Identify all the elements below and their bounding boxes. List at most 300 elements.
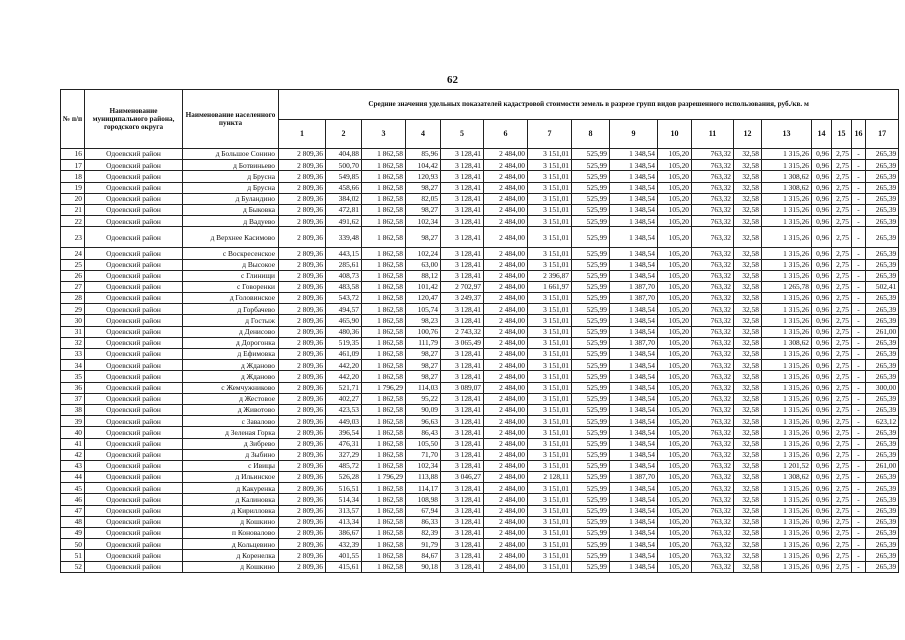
table-row [61, 561, 899, 572]
value-cell: 105,20 [658, 483, 692, 494]
value-cell: 265,39 [866, 427, 899, 438]
value-cell: 261,00 [866, 460, 899, 471]
settlement-cell: д Денисово [183, 326, 279, 337]
value-cell: 1 862,58 [362, 293, 406, 304]
value-cell: 0,96 [812, 160, 832, 171]
value-cell: 1 201,52 [762, 460, 812, 471]
row-number-cell: 52 [61, 561, 85, 572]
row-number-cell: 46 [61, 494, 85, 505]
value-cell: 2 809,36 [279, 539, 326, 550]
value-cell: 2 809,36 [279, 416, 326, 427]
value-cell: - [852, 293, 866, 304]
value-cell: 1 862,58 [362, 393, 406, 404]
value-cell: 458,66 [326, 182, 362, 193]
value-cell: 1 348,54 [610, 326, 658, 337]
value-cell: 0,96 [812, 259, 832, 270]
settlement-cell: д Кирилловка [183, 505, 279, 516]
value-cell: 2 484,00 [484, 204, 528, 215]
value-cell: 105,20 [658, 248, 692, 259]
value-cell: 465,90 [326, 315, 362, 326]
district-cell: Одоевский район [85, 248, 183, 259]
value-cell: 461,09 [326, 349, 362, 360]
row-number-cell: 45 [61, 483, 85, 494]
value-cell: 3 151,01 [528, 505, 572, 516]
value-cell: 105,20 [658, 393, 692, 404]
value-cell: 339,48 [326, 227, 362, 248]
value-cell: 105,20 [658, 216, 692, 227]
value-cell: 105,20 [658, 494, 692, 505]
value-cell: 3 151,01 [528, 382, 572, 393]
value-cell: 1 315,26 [762, 204, 812, 215]
value-cell: 2,75 [832, 270, 852, 281]
value-cell: 2 484,00 [484, 550, 528, 561]
row-number-cell: 22 [61, 216, 85, 227]
table-row [61, 404, 899, 415]
value-cell: - [852, 427, 866, 438]
value-cell: 2,75 [832, 326, 852, 337]
value-cell: - [852, 182, 866, 193]
value-cell: 105,20 [658, 182, 692, 193]
settlement-cell: п Коновалово [183, 528, 279, 539]
value-cell: 525,99 [572, 193, 610, 204]
value-cell: 1 265,78 [762, 281, 812, 292]
table-row [61, 438, 899, 449]
value-cell: 442,20 [326, 360, 362, 371]
value-cell: - [852, 326, 866, 337]
value-cell: 265,39 [866, 160, 899, 171]
value-cell: 32,58 [734, 382, 762, 393]
value-cell: 525,99 [572, 326, 610, 337]
district-cell: Одоевский район [85, 270, 183, 281]
column-number-header: 5 [441, 120, 484, 149]
value-cell: 0,96 [812, 371, 832, 382]
value-cell: 402,27 [326, 393, 362, 404]
settlement-cell: с Завалово [183, 416, 279, 427]
value-cell: - [852, 315, 866, 326]
value-cell: 1 348,54 [610, 550, 658, 561]
value-cell: 2,75 [832, 360, 852, 371]
district-cell: Одоевский район [85, 337, 183, 348]
value-cell: 525,99 [572, 360, 610, 371]
value-cell: 763,32 [692, 393, 734, 404]
settlement-cell: д Ильинское [183, 472, 279, 483]
value-cell: 32,58 [734, 393, 762, 404]
value-cell: 0,96 [812, 404, 832, 415]
value-cell: 2 484,00 [484, 449, 528, 460]
value-cell: 1 315,26 [762, 326, 812, 337]
district-cell: Одоевский район [85, 382, 183, 393]
value-cell: 763,32 [692, 550, 734, 561]
value-cell: - [852, 550, 866, 561]
value-cell: 1 315,26 [762, 494, 812, 505]
value-cell: 105,20 [658, 561, 692, 572]
value-cell: 2 484,00 [484, 160, 528, 171]
value-cell: 98,27 [406, 371, 441, 382]
value-cell: 0,96 [812, 193, 832, 204]
value-cell: 1 862,58 [362, 460, 406, 471]
value-cell: 0,96 [812, 494, 832, 505]
value-cell: 1 315,26 [762, 382, 812, 393]
value-cell: 384,02 [326, 193, 362, 204]
value-cell: 111,79 [406, 337, 441, 348]
value-cell: 763,32 [692, 449, 734, 460]
value-cell: 1 315,26 [762, 550, 812, 561]
value-cell: 2,75 [832, 505, 852, 516]
value-cell: 3 151,01 [528, 550, 572, 561]
value-cell: 265,39 [866, 449, 899, 460]
district-cell: Одоевский район [85, 416, 183, 427]
value-cell: - [852, 539, 866, 550]
value-cell: 2,75 [832, 293, 852, 304]
value-cell: 2,75 [832, 193, 852, 204]
value-cell: 1 315,26 [762, 483, 812, 494]
value-cell: 3 128,41 [441, 270, 484, 281]
value-cell: 763,32 [692, 315, 734, 326]
settlement-cell: д Жданово [183, 360, 279, 371]
value-cell: 32,58 [734, 248, 762, 259]
value-cell: 3 128,41 [441, 216, 484, 227]
value-cell: 1 862,58 [362, 281, 406, 292]
value-cell: 0,96 [812, 393, 832, 404]
column-number-header: 1 [279, 120, 326, 149]
value-cell: 2 484,00 [484, 193, 528, 204]
value-cell: 2,75 [832, 416, 852, 427]
value-cell: 0,96 [812, 349, 832, 360]
value-cell: 1 348,54 [610, 516, 658, 527]
value-cell: 2 484,00 [484, 539, 528, 550]
value-cell: 105,20 [658, 427, 692, 438]
value-cell: 0,96 [812, 539, 832, 550]
value-cell: 2,75 [832, 315, 852, 326]
value-cell: 265,39 [866, 349, 899, 360]
value-cell: 1 348,54 [610, 304, 658, 315]
value-cell: 3 128,41 [441, 561, 484, 572]
value-cell: 3 151,01 [528, 438, 572, 449]
value-cell: 105,20 [658, 528, 692, 539]
table-row [61, 416, 899, 427]
value-cell: 1 348,54 [610, 315, 658, 326]
value-cell: 0,96 [812, 416, 832, 427]
value-cell: - [852, 449, 866, 460]
value-cell: 2 809,36 [279, 248, 326, 259]
value-cell: 2,75 [832, 182, 852, 193]
value-cell: 3 128,41 [441, 371, 484, 382]
value-cell: 1 315,26 [762, 393, 812, 404]
value-cell: 265,39 [866, 483, 899, 494]
value-cell: 525,99 [572, 516, 610, 527]
value-cell: 525,99 [572, 304, 610, 315]
table-row [61, 304, 899, 315]
value-cell: 3 151,01 [528, 516, 572, 527]
value-cell: 763,32 [692, 460, 734, 471]
value-cell: 623,12 [866, 416, 899, 427]
value-cell: 3 151,01 [528, 259, 572, 270]
value-cell: 32,58 [734, 204, 762, 215]
value-cell: 1 862,58 [362, 539, 406, 550]
table-row [61, 550, 899, 561]
value-cell: 1 348,54 [610, 505, 658, 516]
settlement-cell: с Воскресенское [183, 248, 279, 259]
value-cell: 105,20 [658, 304, 692, 315]
value-cell: 265,39 [866, 404, 899, 415]
value-cell: 2 809,36 [279, 216, 326, 227]
row-number-cell: 18 [61, 171, 85, 182]
value-cell: 483,58 [326, 281, 362, 292]
value-cell: 2 809,36 [279, 315, 326, 326]
value-cell: 2 809,36 [279, 204, 326, 215]
value-cell: 98,27 [406, 182, 441, 193]
value-cell: 3 151,01 [528, 449, 572, 460]
value-cell: 0,96 [812, 315, 832, 326]
value-cell: 0,96 [812, 182, 832, 193]
district-cell: Одоевский район [85, 427, 183, 438]
row-number-cell: 34 [61, 360, 85, 371]
value-cell: 2 484,00 [484, 404, 528, 415]
table-header [61, 90, 899, 149]
value-cell: 2,75 [832, 561, 852, 572]
value-cell: - [852, 528, 866, 539]
table-row [61, 326, 899, 337]
value-cell: 265,39 [866, 149, 899, 160]
value-cell: 3 128,41 [441, 259, 484, 270]
value-cell: - [852, 494, 866, 505]
settlement-cell: д Высокое [183, 259, 279, 270]
value-cell: 2,75 [832, 160, 852, 171]
value-cell: 3 151,01 [528, 528, 572, 539]
value-cell: 85,96 [406, 149, 441, 160]
value-cell: 98,27 [406, 360, 441, 371]
value-cell: - [852, 193, 866, 204]
value-cell: 1 315,26 [762, 315, 812, 326]
value-cell: 105,20 [658, 160, 692, 171]
value-cell: 1 308,62 [762, 182, 812, 193]
value-cell: 408,73 [326, 270, 362, 281]
value-cell: 2 809,36 [279, 427, 326, 438]
value-cell: 2,75 [832, 393, 852, 404]
value-cell: 1 862,58 [362, 360, 406, 371]
settlement-cell: д Вадуево [183, 216, 279, 227]
value-cell: - [852, 227, 866, 248]
value-cell: 2,75 [832, 259, 852, 270]
value-cell: 2 809,36 [279, 281, 326, 292]
value-cell: 2 809,36 [279, 149, 326, 160]
district-cell: Одоевский район [85, 472, 183, 483]
value-cell: 525,99 [572, 149, 610, 160]
value-cell: 0,96 [812, 337, 832, 348]
value-cell: 2,75 [832, 494, 852, 505]
value-cell: 1 315,26 [762, 349, 812, 360]
value-cell: 2,75 [832, 528, 852, 539]
value-cell: 763,32 [692, 281, 734, 292]
page-number: 62 [447, 74, 458, 86]
value-cell: 2 809,36 [279, 472, 326, 483]
value-cell: 32,58 [734, 149, 762, 160]
value-cell: 525,99 [572, 216, 610, 227]
value-cell: 2 484,00 [484, 326, 528, 337]
value-cell: 525,99 [572, 460, 610, 471]
value-cell: 1 315,26 [762, 404, 812, 415]
district-cell: Одоевский район [85, 182, 183, 193]
value-cell: 3 128,41 [441, 349, 484, 360]
value-cell: 525,99 [572, 281, 610, 292]
value-cell: 32,58 [734, 528, 762, 539]
value-cell: 2 484,00 [484, 416, 528, 427]
value-cell: 82,39 [406, 528, 441, 539]
value-cell: 67,94 [406, 505, 441, 516]
district-cell: Одоевский район [85, 404, 183, 415]
value-cell: 763,32 [692, 539, 734, 550]
row-number-cell: 47 [61, 505, 85, 516]
district-cell: Одоевский район [85, 561, 183, 572]
value-cell: 763,32 [692, 472, 734, 483]
table-row [61, 182, 899, 193]
value-cell: 91,79 [406, 539, 441, 550]
value-cell: 763,32 [692, 270, 734, 281]
value-cell: 327,29 [326, 449, 362, 460]
row-number-cell: 32 [61, 337, 85, 348]
value-cell: 763,32 [692, 326, 734, 337]
value-cell: 105,74 [406, 304, 441, 315]
value-cell: 3 249,37 [441, 293, 484, 304]
value-cell: 1 348,54 [610, 494, 658, 505]
value-cell: 1 315,26 [762, 304, 812, 315]
value-cell: 2 484,00 [484, 505, 528, 516]
header-district: Наименование муниципального района, городского округа [85, 90, 183, 149]
value-cell: 3 128,41 [441, 438, 484, 449]
value-cell: 265,39 [866, 561, 899, 572]
value-cell: 3 151,01 [528, 160, 572, 171]
value-cell: 525,99 [572, 561, 610, 572]
value-cell: 32,58 [734, 449, 762, 460]
value-cell: 32,58 [734, 483, 762, 494]
value-cell: 105,20 [658, 438, 692, 449]
value-cell: 32,58 [734, 539, 762, 550]
value-cell: 413,34 [326, 516, 362, 527]
row-number-cell: 30 [61, 315, 85, 326]
value-cell: 265,39 [866, 227, 899, 248]
value-cell: 1 315,26 [762, 149, 812, 160]
table-row [61, 193, 899, 204]
district-cell: Одоевский район [85, 449, 183, 460]
value-cell: 2,75 [832, 472, 852, 483]
value-cell: 1 348,54 [610, 204, 658, 215]
value-cell: 763,32 [692, 216, 734, 227]
value-cell: 1 862,58 [362, 248, 406, 259]
value-cell: 0,96 [812, 304, 832, 315]
cadastral-value-table [60, 89, 899, 573]
value-cell: 3 128,41 [441, 404, 484, 415]
value-cell: 525,99 [572, 349, 610, 360]
value-cell: 1 862,58 [362, 561, 406, 572]
value-cell: 525,99 [572, 550, 610, 561]
value-cell: 3 128,41 [441, 204, 484, 215]
value-cell: 763,32 [692, 293, 734, 304]
value-cell: 1 348,54 [610, 227, 658, 248]
value-cell: 1 348,54 [610, 460, 658, 471]
value-cell: - [852, 281, 866, 292]
value-cell: 2 809,36 [279, 171, 326, 182]
value-cell: 265,39 [866, 171, 899, 182]
value-cell: 1 348,54 [610, 182, 658, 193]
value-cell: 1 348,54 [610, 248, 658, 259]
value-cell: 32,58 [734, 438, 762, 449]
value-cell: 432,39 [326, 539, 362, 550]
value-cell: 1 348,54 [610, 149, 658, 160]
value-cell: 1 862,58 [362, 371, 406, 382]
value-cell: 1 387,70 [610, 281, 658, 292]
value-cell: 101,42 [406, 281, 441, 292]
value-cell: - [852, 160, 866, 171]
value-cell: 113,88 [406, 472, 441, 483]
value-cell: 1 387,70 [610, 337, 658, 348]
value-cell: 525,99 [572, 204, 610, 215]
row-number-cell: 21 [61, 204, 85, 215]
value-cell: 32,58 [734, 259, 762, 270]
settlement-cell: д Кошкино [183, 561, 279, 572]
value-cell: 2 128,11 [528, 472, 572, 483]
value-cell: 105,20 [658, 371, 692, 382]
value-cell: 102,34 [406, 216, 441, 227]
value-cell: 105,20 [658, 360, 692, 371]
value-cell: 0,96 [812, 472, 832, 483]
value-cell: 1 348,54 [610, 539, 658, 550]
settlement-cell: д Дорогонка [183, 337, 279, 348]
value-cell: 442,20 [326, 371, 362, 382]
value-cell: 265,39 [866, 248, 899, 259]
value-cell: 265,39 [866, 516, 899, 527]
value-cell: 3 151,01 [528, 149, 572, 160]
value-cell: 2 809,36 [279, 293, 326, 304]
value-cell: 2 484,00 [484, 182, 528, 193]
value-cell: 1 348,54 [610, 216, 658, 227]
value-cell: 3 128,41 [441, 182, 484, 193]
value-cell: 32,58 [734, 281, 762, 292]
value-cell: 1 348,54 [610, 360, 658, 371]
value-cell: 525,99 [572, 337, 610, 348]
value-cell: 404,88 [326, 149, 362, 160]
value-cell: 494,57 [326, 304, 362, 315]
value-cell: 2 743,32 [441, 326, 484, 337]
value-cell: 2 484,00 [484, 516, 528, 527]
value-cell: 525,99 [572, 270, 610, 281]
value-cell: 3 151,01 [528, 304, 572, 315]
row-number-cell: 29 [61, 304, 85, 315]
value-cell: 3 151,01 [528, 193, 572, 204]
value-cell: 0,96 [812, 227, 832, 248]
row-number-cell: 19 [61, 182, 85, 193]
value-cell: 519,35 [326, 337, 362, 348]
value-cell: 32,58 [734, 561, 762, 572]
value-cell: 3 151,01 [528, 227, 572, 248]
row-number-cell: 40 [61, 427, 85, 438]
value-cell: 265,39 [866, 550, 899, 561]
row-number-cell: 20 [61, 193, 85, 204]
value-cell: 2 809,36 [279, 483, 326, 494]
district-cell: Одоевский район [85, 160, 183, 171]
row-number-cell: 23 [61, 227, 85, 248]
value-cell: 95,22 [406, 393, 441, 404]
value-cell: 763,32 [692, 349, 734, 360]
value-cell: 525,99 [572, 505, 610, 516]
district-cell: Одоевский район [85, 349, 183, 360]
value-cell: 3 151,01 [528, 248, 572, 259]
value-cell: 3 151,01 [528, 483, 572, 494]
value-cell: 2,75 [832, 227, 852, 248]
value-cell: 2 809,36 [279, 326, 326, 337]
value-cell: 543,72 [326, 293, 362, 304]
row-number-cell: 48 [61, 516, 85, 527]
table-row [61, 248, 899, 259]
